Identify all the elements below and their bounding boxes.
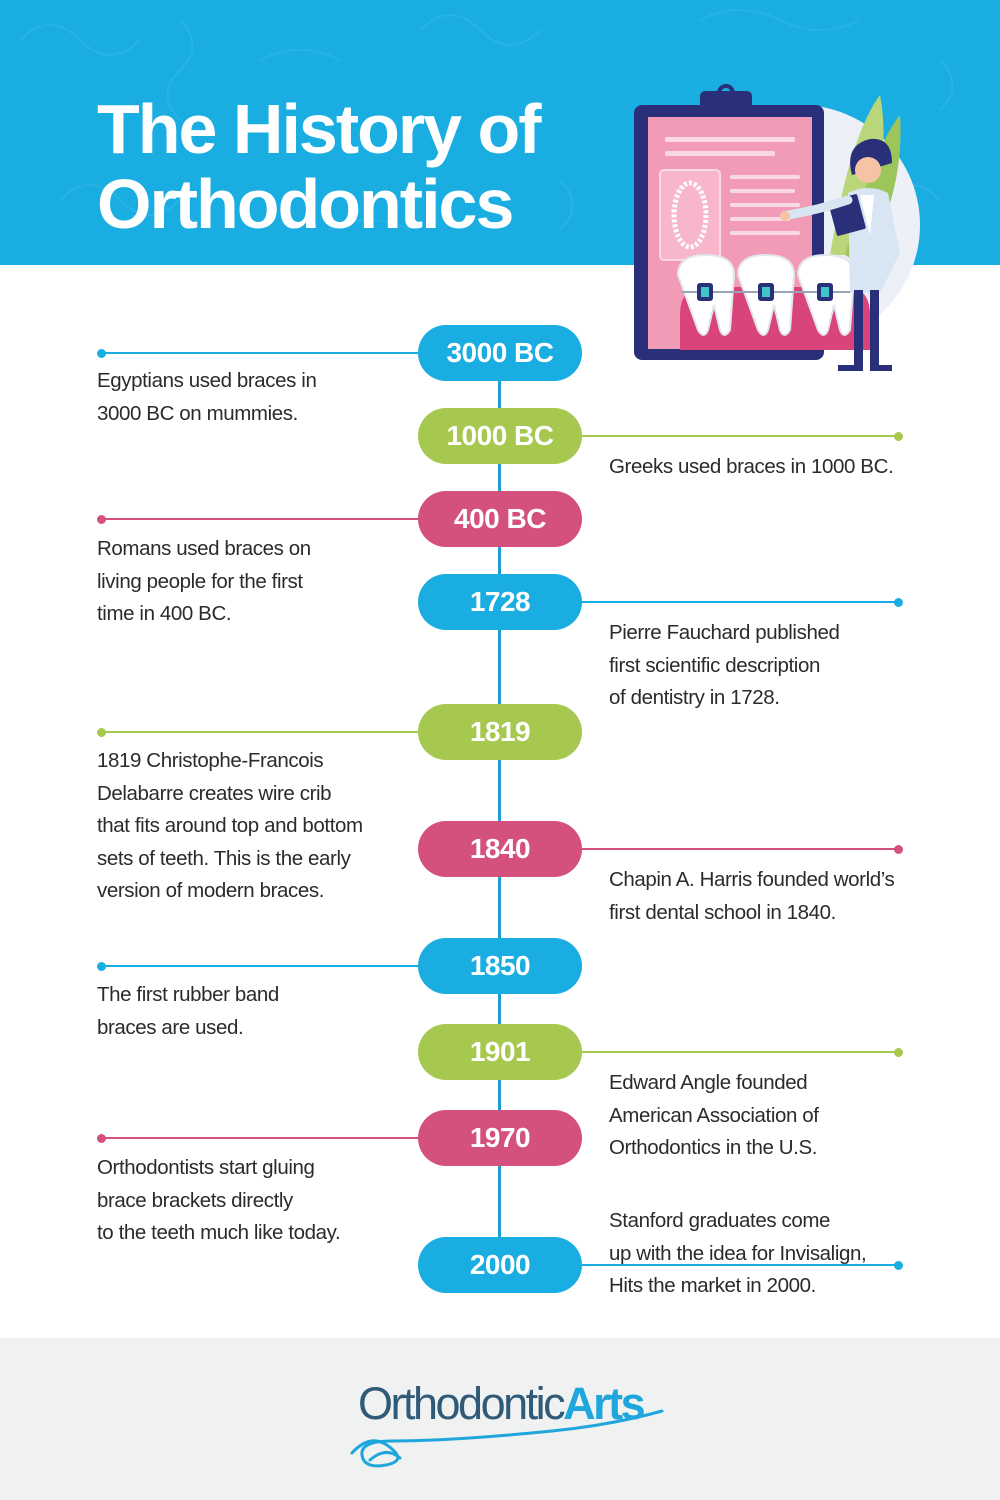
connector-line-5 xyxy=(102,731,420,733)
illustration xyxy=(600,75,940,385)
event-description-line: 1819 Christophe-Francois xyxy=(97,749,324,772)
event-description-7 xyxy=(97,979,279,1044)
event-description-line: American Association of xyxy=(609,1103,819,1127)
footer xyxy=(0,1338,1000,1500)
logo-text-bold: Arts xyxy=(563,1378,644,1429)
event-description-line: version of modern braces. xyxy=(97,879,325,902)
connector-dot-7 xyxy=(97,962,106,971)
event-description-9 xyxy=(97,1152,340,1250)
connector-dot-1 xyxy=(97,349,106,358)
connector-dot-8 xyxy=(894,1048,903,1057)
event-description-line: living people for the first xyxy=(97,569,303,593)
event-description-line: The first rubber band xyxy=(97,983,279,1006)
teeth-braces-icon xyxy=(678,255,870,350)
year-pill-10: 2000 xyxy=(418,1237,582,1293)
page-title xyxy=(97,92,540,242)
event-description-line: Pierre Fauchard published xyxy=(609,621,840,644)
brand-logo-text xyxy=(358,1376,643,1431)
event-description-10 xyxy=(609,1205,866,1303)
event-description-line: sets of teeth. This is the early xyxy=(97,846,351,870)
connector-dot-9 xyxy=(97,1134,106,1143)
event-description-line: time in 400 BC. xyxy=(97,602,232,625)
event-description-line: first dental school in 1840. xyxy=(609,900,836,924)
connector-line-1 xyxy=(102,352,420,354)
title-line-1: The History of xyxy=(97,90,540,168)
event-description-6 xyxy=(609,864,894,929)
event-description-line: Stanford graduates come xyxy=(609,1209,830,1232)
connector-line-3 xyxy=(102,518,420,520)
event-description-line: to the teeth much like today. xyxy=(97,1221,341,1244)
year-pill-5: 1819 xyxy=(418,704,582,760)
event-description-line: first scientific description xyxy=(609,653,820,677)
event-description-line: Orthodontists start gluing xyxy=(97,1156,315,1179)
event-description-line: Egyptians used braces in xyxy=(97,369,317,392)
connector-line-7 xyxy=(102,965,420,967)
event-description-line: that fits around top and bottom xyxy=(97,814,363,837)
connector-line-6 xyxy=(580,848,898,850)
year-pill-6: 1840 xyxy=(418,821,582,877)
year-pill-8: 1901 xyxy=(418,1024,582,1080)
event-description-4 xyxy=(609,617,839,715)
connector-line-4 xyxy=(580,601,898,603)
event-description-line: braces are used. xyxy=(97,1015,244,1039)
year-pill-9: 1970 xyxy=(418,1110,582,1166)
event-description-line: Greeks used braces in 1000 BC. xyxy=(609,455,894,478)
connector-line-8 xyxy=(580,1051,898,1053)
year-pill-2: 1000 BC xyxy=(418,408,582,464)
event-description-line: 3000 BC on mummies. xyxy=(97,401,298,425)
event-description-8 xyxy=(609,1067,819,1165)
connector-dot-10 xyxy=(894,1261,903,1270)
event-description-line: brace brackets directly xyxy=(97,1188,293,1212)
year-pill-4: 1728 xyxy=(418,574,582,630)
event-description-line: of dentistry in 1728. xyxy=(609,686,780,709)
event-description-line: Edward Angle founded xyxy=(609,1071,808,1094)
connector-dot-6 xyxy=(894,845,903,854)
year-pill-3: 400 BC xyxy=(418,491,582,547)
event-description-line: Romans used braces on xyxy=(97,537,311,560)
connector-dot-3 xyxy=(97,515,106,524)
event-description-1 xyxy=(97,365,316,430)
connector-dot-5 xyxy=(97,728,106,737)
connector-line-2 xyxy=(580,435,898,437)
year-pill-7: 1850 xyxy=(418,938,582,994)
event-description-5 xyxy=(97,745,363,908)
title-line-2: Orthodontics xyxy=(97,165,513,243)
event-description-line: Delabarre creates wire crib xyxy=(97,781,332,805)
connector-line-9 xyxy=(102,1137,420,1139)
year-pill-1: 3000 BC xyxy=(418,325,582,381)
connector-dot-4 xyxy=(894,598,903,607)
connector-dot-2 xyxy=(894,432,903,441)
event-description-2 xyxy=(609,451,893,484)
logo-text-light: Orthodontic xyxy=(358,1378,564,1429)
brand-logo xyxy=(340,1368,670,1473)
event-description-line: up with the idea for Invisalign, xyxy=(609,1241,867,1265)
event-description-3 xyxy=(97,533,311,631)
event-description-line: Orthodontics in the U.S. xyxy=(609,1136,818,1159)
event-description-line: Chapin A. Harris founded world’s xyxy=(609,868,895,891)
event-description-line: Hits the market in 2000. xyxy=(609,1274,816,1297)
